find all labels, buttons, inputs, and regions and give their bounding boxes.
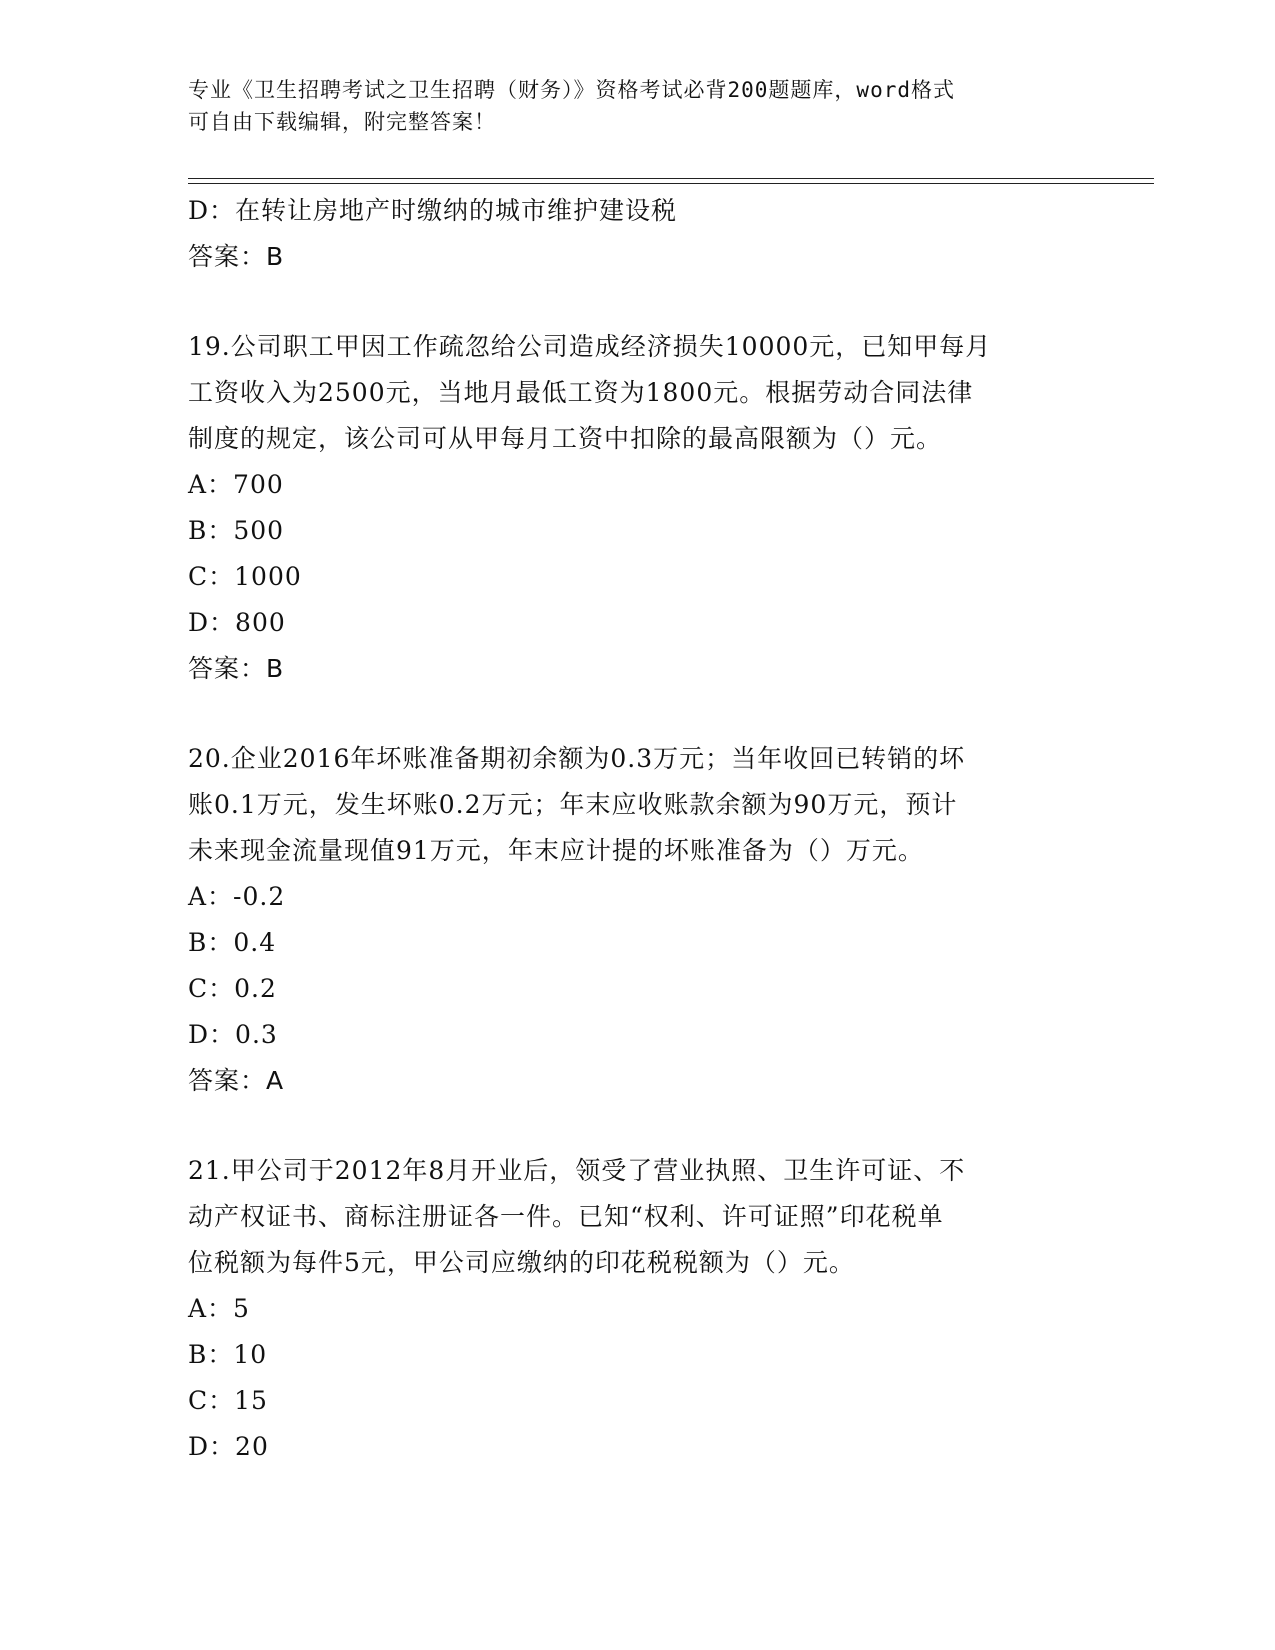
question-text-line: 位税额为每件5元，甲公司应缴纳的印花税税额为（）元。: [188, 1248, 855, 1277]
header-divider-top: [188, 178, 1154, 179]
question-20: [188, 736, 1088, 1104]
question-18-fragment: [188, 188, 1088, 280]
option-d: D：800: [188, 608, 286, 637]
option-b: B：10: [188, 1340, 268, 1369]
spacer: [188, 280, 1088, 324]
question-19: [188, 324, 1088, 692]
question-text-line: 动产权证书、商标注册证各一件。已知“权利、许可证照”印花税单: [188, 1202, 944, 1231]
spacer: [188, 692, 1088, 736]
question-text-line: 账0.1万元，发生坏账0.2万元；年末应收账款余额为90万元，预计: [188, 790, 958, 819]
option-a: A：-0.2: [188, 882, 286, 911]
option-a: A：5: [188, 1294, 250, 1323]
header-divider-bottom: [188, 183, 1154, 184]
option-c: C：1000: [188, 562, 302, 591]
option-b: B：500: [188, 516, 285, 545]
option-c: C：0.2: [188, 974, 277, 1003]
question-text-line: 19.公司职工甲因工作疏忽给公司造成经济损失10000元，已知甲每月: [188, 332, 992, 361]
option-c: C：15: [188, 1386, 268, 1415]
spacer: [188, 1104, 1088, 1148]
option-d: D：在转让房地产时缴纳的城市维护建设税: [188, 196, 678, 225]
question-21: [188, 1148, 1088, 1470]
document-header: [188, 74, 1088, 138]
option-b: B：0.4: [188, 928, 277, 957]
header-line-1: 专业《卫生招聘考试之卫生招聘（财务）》资格考试必背200题题库，word格式: [188, 78, 955, 102]
question-text-line: 制度的规定，该公司可从甲每月工资中扣除的最高限额为（）元。: [188, 424, 943, 453]
question-text-line: 工资收入为2500元，当地月最低工资为1800元。根据劳动合同法律: [188, 378, 974, 407]
answer: 答案：A: [188, 1066, 285, 1095]
question-text-line: 未来现金流量现值91万元，年末应计提的坏账准备为（）万元。: [188, 836, 924, 865]
document-body: [188, 188, 1088, 1470]
question-text-line: 21.甲公司于2012年8月开业后，领受了营业执照、卫生许可证、不: [188, 1156, 966, 1185]
header-line-2: 可自由下载编辑，附完整答案！: [188, 110, 496, 134]
answer: 答案：B: [188, 242, 285, 271]
option-d: D：20: [188, 1432, 269, 1461]
option-d: D：0.3: [188, 1020, 278, 1049]
option-a: A：700: [188, 470, 284, 499]
answer: 答案：B: [188, 654, 285, 683]
question-text-line: 20.企业2016年坏账准备期初余额为0.3万元；当年收回已转销的坏: [188, 744, 966, 773]
